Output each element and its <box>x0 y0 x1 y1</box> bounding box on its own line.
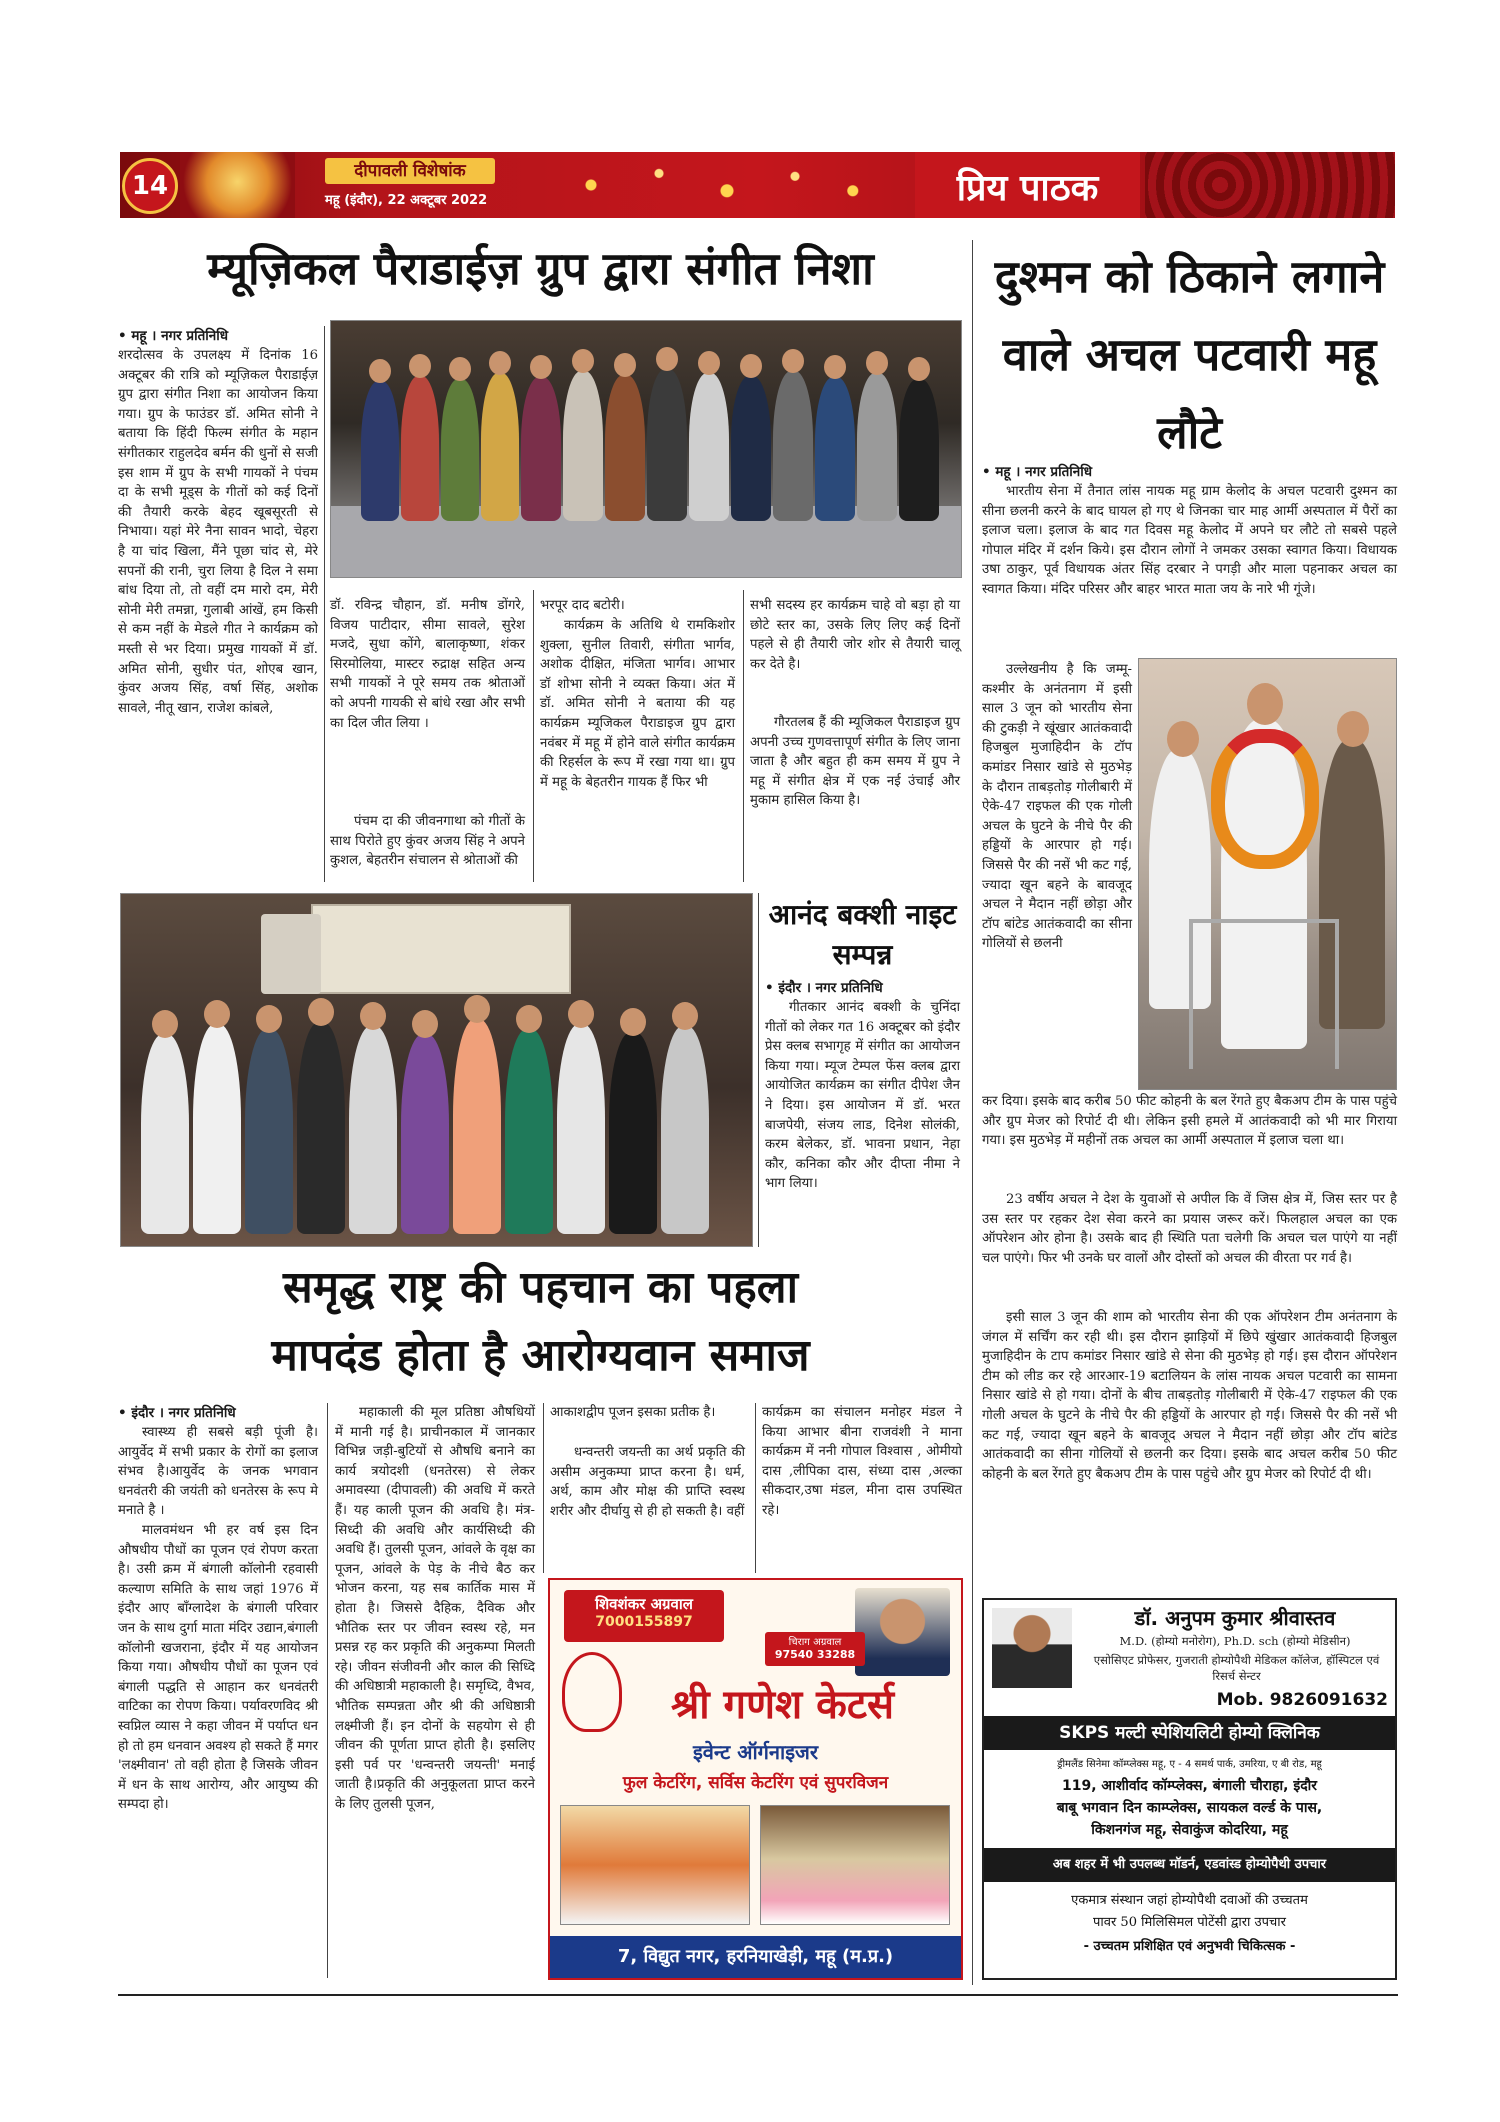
caterers-owner-name: शिवशंकर अग्रवाल <box>595 1595 693 1613</box>
article4-col1: स्वास्थ्य ही सबसे बड़ी पूंजी है। आयुर्वेद में सभी प्रकार के रोगों का इलाज संभव है।आयुर्वेद के जनक भगवान धनवंतरी की जयंती को धनतेरस के रूप मे मनाते है । <box>118 1425 318 1519</box>
clinic-note3: - उच्चतम प्रशिक्षित एवं अनुभवी चिकित्सक - <box>1083 1939 1296 1954</box>
article1-col4b: गौरतलब हैं की म्यूजिकल पैराडाइज ग्रुप अपनी उच्च गुणवत्तापूर्ण संगीत के लिए जाना जाता है और बहुत ही कम समय में ग्रुप ने महू में संगीत क्षेत्र में एक नई उंचाई और मुकाम हासिल किया है। <box>750 715 960 809</box>
caterers-food-photo-1 <box>560 1805 750 1925</box>
diya-decoration <box>540 156 880 214</box>
caterers-brand: श्री गणेश केटर्स <box>670 1682 895 1728</box>
edition-title: दीपावली विशेषांक <box>325 158 495 184</box>
dateline: महू (इंदौर), 22 अक्टूबर 2022 <box>325 193 488 208</box>
caterers-partner-phone: 97540 33288 <box>774 1648 856 1661</box>
caterers-address-bar <box>550 1936 961 1978</box>
clinic-address1: ड्रीमलैंड सिनेमा कॉम्प्लेक्स महू, ए - 4 समर्थ पार्क, उमरिया, ए बी रोड, महू <box>1057 1759 1322 1770</box>
article3-event-photo <box>120 893 753 1247</box>
article4-headline-line2: मापदंड होता है आरोग्यवान समाज <box>271 1330 810 1381</box>
article4-col1b: मालवमंथन भी हर वर्ष इस दिन औषधीय पौधों का पूजन एवं रोपण करता है। उसी क्रम में बंगाली कॉलोनी रहवासी कल्याण समिति के साथ जहां 1976 में इंदौर आए बॉंग्लादेश के बंगाली परिवार जन के साथ दुर्गा माता मंदिर उद्यान,बंगाली कॉलोनी खजराना, इंदौर में यह आयोजन किया गया। औषधीय पौधों का पूजन एवं बंगाली पद्धति से आहान कर धनवंतरी वाटिका का रोपण किया। पर्यावरणविद श्री स्वप्निल व्यास ने कहा जीवन में पर्याप्त धन हो तो हम धनवान अवश्य हो सकते हैं मगर 'लक्ष्मीवान' तो वही होता है जिसके जीवन में धन के साथ आरोग्य, और आयुष्य की सम्पदा हो। <box>118 1523 318 1813</box>
walker-frame <box>1189 919 1339 1069</box>
article1-col1: शरदोत्सव के उपलक्ष्य में दिनांक 16 अक्टूबर की रात्रि को म्यूज़िकल पैराडाईज़ ग्रुप द्वारा संगीत निशा का आयोजन किया गया। ग्रुप के फाउंडर डॉ. अमित सोनी ने बताया कि हिंदी फिल्म संगीत के महान संगीतकार राहुलदेव बर्मन की धुनों से सजी इस शाम में ग्रुप के सभी गायकों ने पंचम दा के सभी मूड्स के गीतों को कई दिनों की तैयारी करके बेहद खूबसूरती से निभाया। यहां मेरे नैना सावन भादो, चेहरा है या चांद खिला, मैंने पूछा चांद से, मेरे सपनों की रानी, चुरा लिया है दिल ने समा बांध दिया तो, तो वहीं दम मारो दम, मेरी सोनी मेरी तमन्ना, गुलाबी आंखें, हम किसी से कम नहीं के मेडले गीत ने कार्यक्रम को मस्ती से भर दिया। प्रमुख गायकों में डॉ. अमित सोनी, सुधीर पंत, शोएब खान, कुंवर अजय सिंह, वर्षा सिंह, अशोक सावले, नीतू खान, राजेश कांबले, <box>118 348 318 716</box>
article2-para2-narrow: उल्लेखनीय है कि जम्मू-कश्मीर के अनंतनाग में इसी साल 3 जून को भारतीय सेना की टुकड़ी ने खूंखार आतंकवादी हिजबुल मुजाहिदीन के टॉप कमांडर निसार खांडे से मुठभेड़ के दौरान ताबड़तोड़ गोलीबारी में ऐके-47 राइफल की एक गोली अचल के घुटने के नीचे पैर की हड्डियों के आरपार हो गई। जिससे पैर की नसें भी कट गई, ज्यादा खून बहने के बावजूद अचल ने मैदान नहीं छोड़ा और टॉप बांटेड आतंकवादी का सीना गोलियों से छलनी <box>982 662 1132 952</box>
caterers-partner-photo <box>855 1588 950 1676</box>
caterers-tagline: इवेन्ट ऑर्गनाइजर <box>692 1740 819 1764</box>
clinic-name: SKPS मल्टी स्पेशियलिटी होम्यो क्लिनिक <box>1059 1723 1320 1743</box>
clinic-ad <box>982 1598 1397 1980</box>
article1-col2b: पंचम दा की जीवनगाथा को गीतों के साथ पिरोते हुए कुंवर अजय सिंह ने अपने कुशल, बेहतरीन संचालन से श्रोताओं की <box>330 814 525 869</box>
article1-col2a: डॉ. रविन्द्र चौहान, डॉ. मनीष डोंगरे, विजय पाटीदार, सीमा सावले, सुरेश मजदे, सुधा कोंगे, बालाकृष्णा, शंकर सिरमोलिया, मास्टर रुद्राक्ष सहित अन्य सभी गायकों ने पूरे समय तक श्रोताओं को अपनी गायकी से बांधे रखा और सभी का दिल जीत लिया । <box>330 598 525 731</box>
caterers-owner-tag <box>564 1590 724 1642</box>
article1-group-photo <box>330 320 962 578</box>
page-bottom-rule <box>118 1994 1398 1996</box>
article4-headline-line1: समृद्ध राष्ट्र की पहचान का पहला <box>283 1262 798 1313</box>
clinic-banner-bar <box>984 1848 1395 1882</box>
flower-garland <box>1211 729 1319 869</box>
caterers-partner-tag <box>765 1632 865 1666</box>
article4-col3: आकाशद्वीप पूजन इसका प्रतीक है। <box>550 1405 716 1420</box>
clinic-degrees: M.D. (होम्यो मनोरोग), Ph.D. sch (होम्यो मेडिसीन) <box>1119 1634 1351 1648</box>
article2-headline: दुश्मन को ठिकाने लगाने वाले अचल पटवारी महू लौटे <box>994 250 1385 459</box>
article1-byline: • महू । नगर प्रतिनिधि <box>118 328 229 344</box>
clinic-mobile: Mob. 9826091632 <box>1216 1690 1388 1710</box>
clinic-doctor-name: डॉ. अनुपम कुमार श्रीवास्तव <box>1134 1606 1336 1630</box>
article1-col4a: सभी सदस्य हर कार्यक्रम चाहे वो बड़ा हो या छोटे स्तर का, उसके लिए लिए कई दिनों पहले से ही तैयारी जोर शोर से तैयारी चालू कर देते है। <box>750 598 960 672</box>
article2-soldier-photo <box>1138 658 1397 1090</box>
clinic-address3: बाबू भगवान दिन काम्प्लेक्स, सायकल वर्ल्ड के पास, <box>1056 1800 1323 1816</box>
clinic-address2: 119, आशीर्वाद कॉम्प्लेक्स, बंगाली चौराहा, इंदौर <box>1062 1778 1317 1794</box>
article2-para3: 23 वर्षीय अचल ने देश के युवाओं से अपील कि वें जिस क्षेत्र में, जिस स्तर पर है उस स्तर पर रहकर देश सेवा करने का प्रयास जरूर करें। फिलहाल अचल का एक ऑपरेशन ओर होना है। उसके बाद ही स्थिति पता चलेगी कि अचल चल पाएंगे या नहीं चल पाएंगे। फिर भी उनके घर वालों और दोस्तों को अचल की वीरता पर गर्व है। <box>982 1192 1397 1266</box>
article1-headline: म्यूज़िकल पैराडाईज़ ग्रुप द्वारा संगीत निशा <box>207 242 874 295</box>
header-ornament <box>1145 152 1395 218</box>
article2-byline: • महू । नगर प्रतिनिधि <box>982 464 1093 480</box>
masthead-box <box>915 152 1140 218</box>
clinic-address4: किशनगंज महू, सेवाकुंज कोदरिया, महू <box>1091 1822 1288 1838</box>
article4-col3b: धन्वन्तरी जयन्ती का अर्थ प्रकृति की असीम अनुकम्पा प्राप्त करना है। धर्म, अर्थ, काम और मोक्ष की प्राप्ति स्वस्थ शरीर और दीर्घायु से ही हो सकती है। वहीं <box>550 1445 745 1519</box>
article2-para4: इसी साल 3 जून की शाम को भारतीय सेना की एक ऑपरेशन टीम अनंतनाग के जंगल में सर्चिंग कर रही थी। इस दौरान झाड़ियों में छिपे खुंखार आतंकवादी हिजबुल मुजाहिदीन के टाप कमांडर निसार खांडे से सेना की मुठभेड़ हो गई। इस दौरान ऑपरेशन टीम को लीड कर रहे आरआर-19 बटालियन के लांस नायक अचल पटवारी का सामना निसार खांडे से हो गया। दोनों के बीच ताबड़तोड़ गोलीबारी में ऐके-47 राइफल की एक गोली अचल के घुटने के नीचे पैर की हड्डियों के आरपार हो गई। जिससे पैर की नसें भी कट गई, ज्यादा खून बहने के बावजूद अचल ने मैदान नहीं छोड़ा और टॉप बांटेड आतंकवादी का सीना गोलियों से छलनी कर दिया। इसके बाद अचल करीब 50 फीट कोहनी के बल रेंगते हुए बैकअप टीम के पास पहुंचे और ग्रुप मेजर को रिपोर्ट दी थी। <box>982 1310 1397 1482</box>
article3-byline: • इंदौर । नगर प्रतिनिधि <box>765 980 883 996</box>
page-header <box>120 152 1395 218</box>
event-banner-portrait <box>261 914 321 994</box>
article2-para2-rest: कर दिया। इसके बाद करीब 50 फीट कोहनी के बल रेंगते हुए बैकअप टीम के पास पहुंचे और ग्रुप मेजर को रिपोर्ट दी थी। लेकिन इसी हमले में आतंकवादी को भी मार गिराया गया। इस मुठभेड़ में महीनों तक अचल का आर्मी अस्पताल में इलाज चला था। <box>982 1094 1397 1149</box>
clinic-note1: एकमात्र संस्थान जहां होम्योपैथी दवाओं की उच्चतम <box>1071 1893 1308 1908</box>
article1-col3a: भरपूर दाद बटोरी। <box>540 598 625 613</box>
caterers-food-photo-2 <box>760 1805 950 1925</box>
page-number: 14 <box>131 171 169 201</box>
article4-col2: महाकाली की मूल प्रतिष्ठा औषधियों में मानी गई है। प्राचीनकाल में जानकार विभिन्न जड़ी-बुटियों से औषधि बनाने का कार्य त्रयोदशी (धनतेरस) से लेकर अमावस्या (दीपावली) की अवधि में करते हैं। यह काली पूजन की अवधि है। मंत्र-सिध्दी की अवधि और कार्यसिध्दी की अवधि हैं। तुलसी पूजन, आंवले के वृक्ष का पूजन, आंवले के पेड़ के नीचे बैठ कर भोजन करना, यह सब कार्तिक मास में होता है। जिससे दैहिक, दैविक और भौतिक स्तर पर जीवन स्वस्थ रहे, मन प्रसन्न रह कर प्रकृति की अनुकम्पा मिलती रहे। जीवन संजीवनी और काल की सिध्दि की अधिष्ठात्री महाकाली है। समृध्दि, वैभव, भौतिक सम्पन्नता और श्री की अधिष्ठात्री लक्ष्मीजी हैं। इन दोनों के सहयोग से ही जीवन की पूर्णता प्राप्त होती है। इसलिए इसी पर्व पर 'धन्वन्तरी जयन्ती' मनाई जाती है।प्रकृति की अनुकूलता प्राप्त करने के लिए तुलसी पूजन, <box>335 1405 535 1812</box>
article4-col4: कार्यक्रम का संचालन मनोहर मंडल ने किया आभार बीना राजवंशी ने माना कार्यक्रम में ननी गोपाल विश्वास , ओमीयो दास ,लीपिका दास, संध्या दास ,अल्का सीकदार,उषा मंडल, मीना दास उपस्थित रहे। <box>762 1405 962 1518</box>
event-banner <box>311 904 571 994</box>
caterers-partner-name: चिराग अग्रवाल <box>788 1637 842 1648</box>
clinic-banner: अब शहर में भी उपलब्ध मॉडर्न, एडवांस्ड होम्योपैथी उपचार <box>1052 1857 1327 1872</box>
doctor-photo <box>992 1608 1072 1688</box>
caterers-owner-phone: 7000155897 <box>595 1614 693 1630</box>
clinic-name-bar <box>984 1716 1395 1750</box>
caterers-address: 7, विद्युत नगर, हरनियाखेड़ी, महू (म.प्र.) <box>617 1946 894 1967</box>
article3-headline: आनंद बक्शी नाइट सम्पन्न <box>768 898 957 971</box>
page-number-badge <box>122 158 178 214</box>
article3-body: गीतकार आनंद बक्शी के चुनिंदा गीतों को लेकर गत 16 अक्टूबर को इंदौर प्रेस क्लब सभागृह में संगीत का आयोजन किया गया। म्यूज टेम्पल फेंस क्लब द्वारा आयोजित कार्यक्रम का संगीत दीपेश जैन ने दिया। इस आयोजन में डॉ. भरत बाजपेयी, संजय लाड, दिनेश सोलंकी, करम बेलेकर, डॉ. भावना प्रधान, नेहा कौर, कनिका कौर और दीप्ता नीमा ने भाग लिया। <box>765 1000 960 1192</box>
masthead: प्रिय पाठक <box>956 168 1099 209</box>
caterers-services: फुल केटरिंग, सर्विस केटरिंग एवं सुपरविजन <box>622 1773 889 1793</box>
lakshmi-illustration <box>180 152 295 218</box>
clinic-note2: पावर 50 मिलिसिमल पोटेंसी द्वारा उपचार <box>1093 1915 1286 1930</box>
article1-col3b: कार्यक्रम के अतिथि थे रामकिशोर शुक्ला, सुनील तिवारी, संगीता भार्गव, अशोक दीक्षित, मंजिता भार्गव। आभार डॉ शोभा सोनी ने व्यक्त किया। अंत में डॉ. अमित सोनी ने बताया की यह कार्यक्रम म्यूजिकल पैराडाइज ग्रुप द्वारा नवंबर में महू में होने वाले संगीत कार्यक्रम की रिहर्सल के रूप में रखा गया था। ग्रुप में महू के बेहतरीन गायक हैं फिर भी <box>540 618 735 790</box>
article4-byline: • इंदौर । नगर प्रतिनिधि <box>118 1405 236 1421</box>
article2-para1: भारतीय सेना में तैनात लांस नायक महू ग्राम केलोद के अचल पटवारी दुश्मन का सीना छलनी करने के बाद घायल हो गए थे जिनका चार माह आर्मी अस्पताल में पैरों का इलाज चला। इलाज के बाद गत दिवस महू केलोद में अपने घर लौटे तो सबसे पहले गोपाल मंदिर में दर्शन किये। इस दौरान लोगों ने जमकर उसका स्वागत किया। विधायक उषा ठाकुर, पूर्व विधायक अंतर सिंह दरबार ने पगड़ी और माला पहनाकर अचल का स्वागत किया। मंदिर परिसर और बाहर भारत माता जय के नारे भी गूंजे। <box>982 484 1397 597</box>
clinic-position: एसोसिएट प्रोफेसर, गुजराती होम्योपैथी मेडिकल कॉलेज, हॉस्पिटल एवं रिसर्च सेन्टर <box>1093 1653 1380 1683</box>
caterers-ad <box>548 1578 963 1980</box>
